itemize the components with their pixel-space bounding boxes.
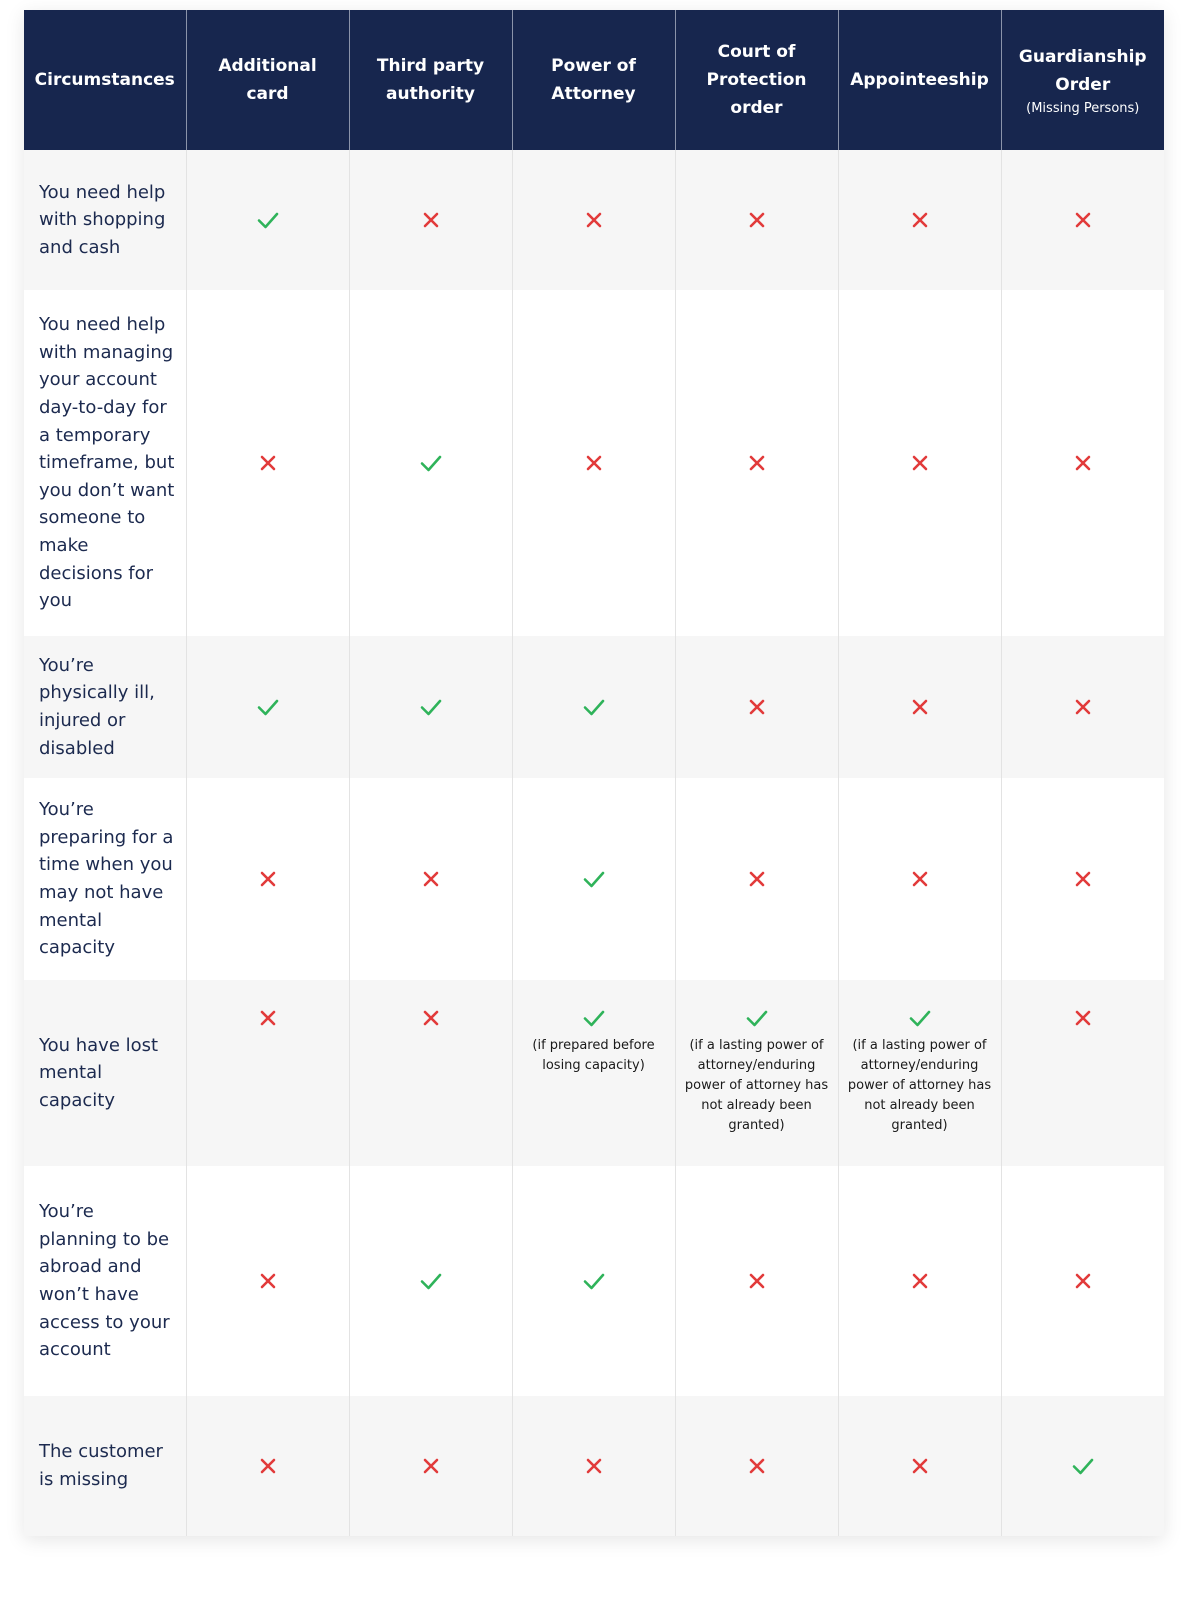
condition-note: (if a lasting power of attorney/enduring power of attorney has not already been granted) (847, 1038, 992, 1133)
cross-icon (908, 1454, 932, 1478)
header-row (24, 10, 1164, 150)
cross-icon (745, 451, 769, 475)
check-icon (582, 1269, 606, 1293)
cross-icon (745, 1454, 769, 1478)
check-icon (908, 1006, 932, 1030)
cell-power-of-attorney (512, 778, 675, 980)
cell-court-of-protection (675, 290, 838, 636)
cell-additional-card (186, 1166, 349, 1396)
cross-icon (908, 451, 932, 475)
check-icon (419, 1269, 443, 1293)
table-row (24, 290, 1164, 636)
cell-third-party-authority (349, 778, 512, 980)
cross-icon (1071, 867, 1095, 891)
cell-appointeeship (838, 290, 1001, 636)
circumstance-cell: You’re preparing for a time when you may not have mental capacity (24, 778, 186, 980)
cell-additional-card (186, 1396, 349, 1536)
cell-appointeeship (838, 150, 1001, 290)
comparison-table-card (24, 10, 1164, 1536)
header-circumstances: Circumstances (24, 10, 186, 150)
circumstance-cell: You’re planning to be abroad and won’t have access to your account (24, 1166, 186, 1396)
cross-icon (256, 867, 280, 891)
cell-power-of-attorney (512, 150, 675, 290)
cell-court-of-protection (675, 150, 838, 290)
cell-guardianship-order (1001, 1396, 1164, 1536)
circumstance-cell: The customer is missing (24, 1396, 186, 1536)
condition-note: (if a lasting power of attorney/enduring power of attorney has not already been granted) (684, 1038, 829, 1133)
cross-icon (1071, 451, 1095, 475)
cell-additional-card (186, 778, 349, 980)
cross-icon (582, 451, 606, 475)
cross-icon (908, 695, 932, 719)
check-icon (256, 208, 280, 232)
condition-note: (if prepared before losing capacity) (532, 1038, 655, 1073)
cross-icon (256, 1006, 280, 1030)
cross-icon (582, 208, 606, 232)
cross-icon (582, 1454, 606, 1478)
header-power-of-attorney: Power of Attorney (512, 10, 675, 150)
cross-icon (256, 451, 280, 475)
cell-power-of-attorney (512, 636, 675, 778)
cell-power-of-attorney (512, 1166, 675, 1396)
cell-appointeeship (838, 778, 1001, 980)
circumstance-cell: You’re physically ill, injured or disabled (24, 636, 186, 778)
cell-guardianship-order (1001, 778, 1164, 980)
cell-guardianship-order (1001, 636, 1164, 778)
cell-court-of-protection (675, 636, 838, 778)
cell-appointeeship (838, 636, 1001, 778)
cell-appointeeship (838, 1396, 1001, 1536)
check-icon (582, 695, 606, 719)
cross-icon (1071, 695, 1095, 719)
check-icon (745, 1006, 769, 1030)
cell-court-of-protection (675, 980, 838, 1166)
check-icon (256, 695, 280, 719)
cell-additional-card (186, 290, 349, 636)
cell-third-party-authority (349, 636, 512, 778)
check-icon (419, 451, 443, 475)
cross-icon (419, 208, 443, 232)
header-additional-card: Additional card (186, 10, 349, 150)
cross-icon (745, 695, 769, 719)
cell-court-of-protection (675, 1166, 838, 1396)
circumstance-cell: You need help with shopping and cash (24, 150, 186, 290)
check-icon (1071, 1454, 1095, 1478)
header-appointeeship: Appointeeship (838, 10, 1001, 150)
table-row (24, 778, 1164, 980)
cell-third-party-authority (349, 1396, 512, 1536)
header-guardianship-order: Guardianship Order (Missing Persons) (1001, 10, 1164, 150)
check-icon (582, 867, 606, 891)
circumstance-cell: You need help with managing your account day-to-day for a temporary timeframe, but you don’t want someone to make decisions for you (24, 290, 186, 636)
cross-icon (908, 867, 932, 891)
cell-guardianship-order (1001, 150, 1164, 290)
table-row (24, 1396, 1164, 1536)
cell-guardianship-order (1001, 980, 1164, 1166)
circumstance-cell: You have lost mental capacity (24, 980, 186, 1166)
cross-icon (908, 208, 932, 232)
table-row (24, 636, 1164, 778)
check-icon (419, 695, 443, 719)
cell-third-party-authority (349, 150, 512, 290)
comparison-table (24, 10, 1164, 1536)
table-body (24, 150, 1164, 1536)
cross-icon (256, 1454, 280, 1478)
cross-icon (256, 1269, 280, 1293)
cross-icon (419, 1006, 443, 1030)
cell-third-party-authority (349, 290, 512, 636)
cell-appointeeship (838, 980, 1001, 1166)
cell-court-of-protection (675, 1396, 838, 1536)
cell-third-party-authority (349, 980, 512, 1166)
cross-icon (908, 1269, 932, 1293)
cell-appointeeship (838, 1166, 1001, 1396)
cross-icon (419, 867, 443, 891)
cross-icon (745, 1269, 769, 1293)
cross-icon (1071, 208, 1095, 232)
header-guardianship-subtitle: (Missing Persons) (1026, 101, 1140, 116)
table-row (24, 150, 1164, 290)
header-third-party-authority: Third party authority (349, 10, 512, 150)
header-court-of-protection: Court of Protection order (675, 10, 838, 150)
cell-power-of-attorney (512, 290, 675, 636)
cross-icon (745, 208, 769, 232)
table-row (24, 1166, 1164, 1396)
cell-power-of-attorney (512, 1396, 675, 1536)
cross-icon (419, 1454, 443, 1478)
cell-guardianship-order (1001, 290, 1164, 636)
cross-icon (1071, 1006, 1095, 1030)
cell-third-party-authority (349, 1166, 512, 1396)
cell-additional-card (186, 980, 349, 1166)
cell-court-of-protection (675, 778, 838, 980)
cell-guardianship-order (1001, 1166, 1164, 1396)
cell-power-of-attorney (512, 980, 675, 1166)
table-row (24, 980, 1164, 1166)
cross-icon (1071, 1269, 1095, 1293)
check-icon (582, 1006, 606, 1030)
cell-additional-card (186, 636, 349, 778)
cross-icon (745, 867, 769, 891)
cell-additional-card (186, 150, 349, 290)
